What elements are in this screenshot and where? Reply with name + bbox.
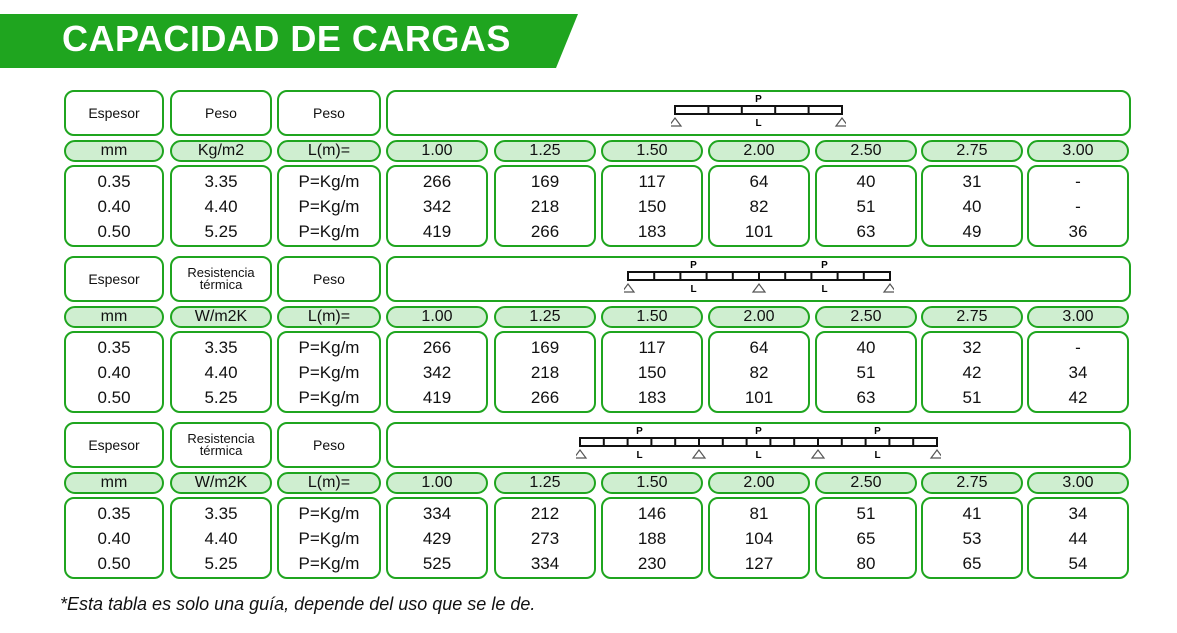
capacity-value: 342 [422,362,452,382]
load-unit-values [277,497,381,579]
capacity-value: - [1075,337,1081,357]
weight-values [170,497,272,579]
capacity-value: 101 [744,387,774,407]
capacity-value: 273 [530,528,560,548]
span-label: L [820,284,828,295]
value-cell: 5.25 [204,387,238,407]
capacity-value: 53 [962,528,982,548]
load-capacity-column [601,497,703,579]
capacity-value: 40 [962,196,982,216]
header-cell: Peso [277,90,381,136]
span-length-header: 1.50 [601,472,703,494]
capacity-value: 218 [530,196,560,216]
value-cell: P=Kg/m [298,387,360,407]
capacity-value: 36 [1068,221,1088,241]
capacity-value: 34 [1068,362,1088,382]
capacity-value: 54 [1068,553,1088,573]
span-length-header: 1.50 [601,306,703,328]
capacity-value: 150 [637,196,667,216]
capacity-value: 64 [749,171,769,191]
capacity-value: 266 [422,337,452,357]
title-banner [0,0,580,72]
header-cell: Peso [170,90,272,136]
span-length-header: 1.25 [494,472,596,494]
value-cell: P=Kg/m [298,362,360,382]
span-length-header: 3.00 [1027,306,1129,328]
capacity-value: 117 [638,171,666,191]
value-cell: 4.40 [204,528,238,548]
value-cell: 0.40 [97,528,131,548]
capacity-value: 63 [856,387,876,407]
load-label: P [874,426,881,437]
capacity-value: 525 [422,553,452,573]
value-cell: 5.25 [204,221,238,241]
capacity-value: 65 [962,553,982,573]
load-label: P [820,260,828,271]
load-capacity-column [1027,165,1129,247]
value-cell: 0.50 [97,221,131,241]
value-cell: 5.25 [204,553,238,573]
beam-diagram [386,90,1131,136]
capacity-value: 218 [530,362,560,382]
value-cell: 0.40 [97,362,131,382]
capacity-value: 334 [530,553,560,573]
header-cell: Resistencia térmica [170,422,272,468]
capacity-value: 183 [637,387,667,407]
span-length-header: 2.00 [708,306,810,328]
support-triangle [671,118,681,126]
support-triangle [753,284,765,292]
weight-values [170,331,272,413]
capacity-value: 51 [962,387,982,407]
span-length-header: 3.00 [1027,472,1129,494]
capacity-value: 42 [1068,387,1088,407]
load-capacity-column [815,165,917,247]
load-label: P [689,260,697,271]
support-triangle [812,450,824,458]
value-cell: 3.35 [204,503,238,523]
unit-label: mm [64,306,164,328]
capacity-value: 51 [856,196,876,216]
value-cell: 0.50 [97,553,131,573]
span-length-header: 2.75 [921,306,1023,328]
value-cell: P=Kg/m [298,553,360,573]
load-label: P [755,426,762,437]
value-cell: P=Kg/m [298,196,360,216]
header-cell: Resistencia térmica [170,256,272,302]
support-triangle [884,284,894,292]
span-length-header: 2.00 [708,140,810,162]
capacity-value: 146 [637,503,667,523]
capacity-value: - [1075,171,1081,191]
capacity-value: 266 [530,221,560,241]
value-cell: 3.35 [204,337,238,357]
load-capacity-column [386,497,488,579]
unit-label: L(m)= [277,472,381,494]
load-capacity-column [921,331,1023,413]
capacity-value: 49 [962,221,982,241]
span-length-header: 3.00 [1027,140,1129,162]
beam-diagram-icon [576,424,941,466]
value-cell: 0.50 [97,387,131,407]
capacity-value: 63 [856,221,876,241]
capacity-value: 429 [422,528,452,548]
support-triangle [576,450,586,458]
span-label: L [755,118,762,129]
span-label: L [755,450,762,461]
value-cell: 3.35 [204,171,238,191]
capacity-value: 266 [422,171,452,191]
capacity-value: 64 [749,337,769,357]
value-cell: 0.35 [97,503,131,523]
unit-label: L(m)= [277,140,381,162]
capacity-value: 104 [744,528,774,548]
capacity-value: 82 [749,362,769,382]
value-cell: 0.35 [97,337,131,357]
span-length-header: 1.50 [601,140,703,162]
unit-label: W/m2K [170,306,272,328]
capacity-value: 101 [744,221,774,241]
capacity-value: 419 [422,221,452,241]
value-cell: P=Kg/m [298,171,360,191]
capacity-value: 31 [962,171,982,191]
capacity-value: 81 [749,503,769,523]
capacity-value: 51 [856,362,876,382]
span-length-header: 2.50 [815,306,917,328]
span-length-header: 2.75 [921,472,1023,494]
load-unit-values [277,165,381,247]
capacity-value: 40 [856,171,876,191]
span-length-header: 1.00 [386,140,488,162]
espesor-values [64,497,164,579]
capacity-value: 127 [744,553,774,573]
support-triangle [624,284,634,292]
header-cell: Espesor [64,90,164,136]
capacity-value: 42 [962,362,982,382]
capacity-value: 183 [637,221,667,241]
beam-diagram-icon [671,92,846,134]
load-capacity-column [1027,497,1129,579]
beam-diagram [386,256,1131,302]
span-length-header: 2.00 [708,472,810,494]
capacity-value: 230 [637,553,667,573]
load-label: P [636,426,643,437]
capacity-value: 169 [530,337,560,357]
capacity-value: 65 [856,528,876,548]
capacity-value: 41 [962,503,982,523]
capacity-value: 169 [530,171,560,191]
capacity-value: 82 [749,196,769,216]
span-length-header: 2.50 [815,140,917,162]
unit-label: mm [64,140,164,162]
value-cell: 0.35 [97,171,131,191]
span-length-header: 1.00 [386,472,488,494]
span-label: L [689,284,697,295]
value-cell: 4.40 [204,196,238,216]
load-capacity-column [601,165,703,247]
load-capacity-column [708,165,810,247]
capacity-value: 334 [422,503,452,523]
load-capacity-column [601,331,703,413]
load-label: P [755,94,762,105]
footnote: *Esta tabla es solo una guía, depende del uso que se le de. [60,594,536,614]
value-cell: P=Kg/m [298,337,360,357]
span-length-header: 2.50 [815,472,917,494]
load-unit-values [277,331,381,413]
support-triangle [931,450,941,458]
load-capacity-column [708,497,810,579]
load-capacity-column [386,165,488,247]
load-capacity-column [494,165,596,247]
capacity-value: 342 [422,196,452,216]
espesor-values [64,165,164,247]
span-length-header: 1.25 [494,140,596,162]
weight-values [170,165,272,247]
unit-label: W/m2K [170,472,272,494]
capacity-value: 419 [422,387,452,407]
load-capacity-column [815,331,917,413]
value-cell: P=Kg/m [298,528,360,548]
capacity-value: 266 [530,387,560,407]
span-length-header: 1.00 [386,306,488,328]
beam-diagram [386,422,1131,468]
capacity-value: 40 [856,337,876,357]
header-cell: Peso [277,256,381,302]
capacity-value: 51 [856,503,876,523]
header-cell: Espesor [64,256,164,302]
span-label: L [636,450,643,461]
value-cell: P=Kg/m [298,503,360,523]
support-triangle [693,450,705,458]
unit-label: Kg/m2 [170,140,272,162]
span-label: L [874,450,881,461]
unit-label: mm [64,472,164,494]
support-triangle [836,118,846,126]
load-capacity-column [494,331,596,413]
value-cell: P=Kg/m [298,221,360,241]
capacity-value: 212 [530,503,560,523]
header-cell: Espesor [64,422,164,468]
capacity-value: 34 [1068,503,1088,523]
span-length-header: 1.25 [494,306,596,328]
load-capacity-column [386,331,488,413]
load-capacity-column [921,497,1023,579]
capacity-value: 32 [962,337,982,357]
load-capacity-column [1027,331,1129,413]
capacity-value: 117 [638,337,666,357]
capacity-value: 150 [637,362,667,382]
capacity-value: 188 [637,528,667,548]
value-cell: 4.40 [204,362,238,382]
beam-diagram-icon [624,258,894,300]
load-capacity-column [494,497,596,579]
load-capacity-column [708,331,810,413]
header-cell: Peso [277,422,381,468]
capacity-value: 44 [1068,528,1088,548]
capacity-value: 80 [856,553,876,573]
load-capacity-column [815,497,917,579]
load-capacity-column [921,165,1023,247]
value-cell: 0.40 [97,196,131,216]
unit-label: L(m)= [277,306,381,328]
span-length-header: 2.75 [921,140,1023,162]
capacity-value: - [1075,196,1081,216]
espesor-values [64,331,164,413]
page-title: CAPACIDAD DE CARGAS [62,18,511,59]
